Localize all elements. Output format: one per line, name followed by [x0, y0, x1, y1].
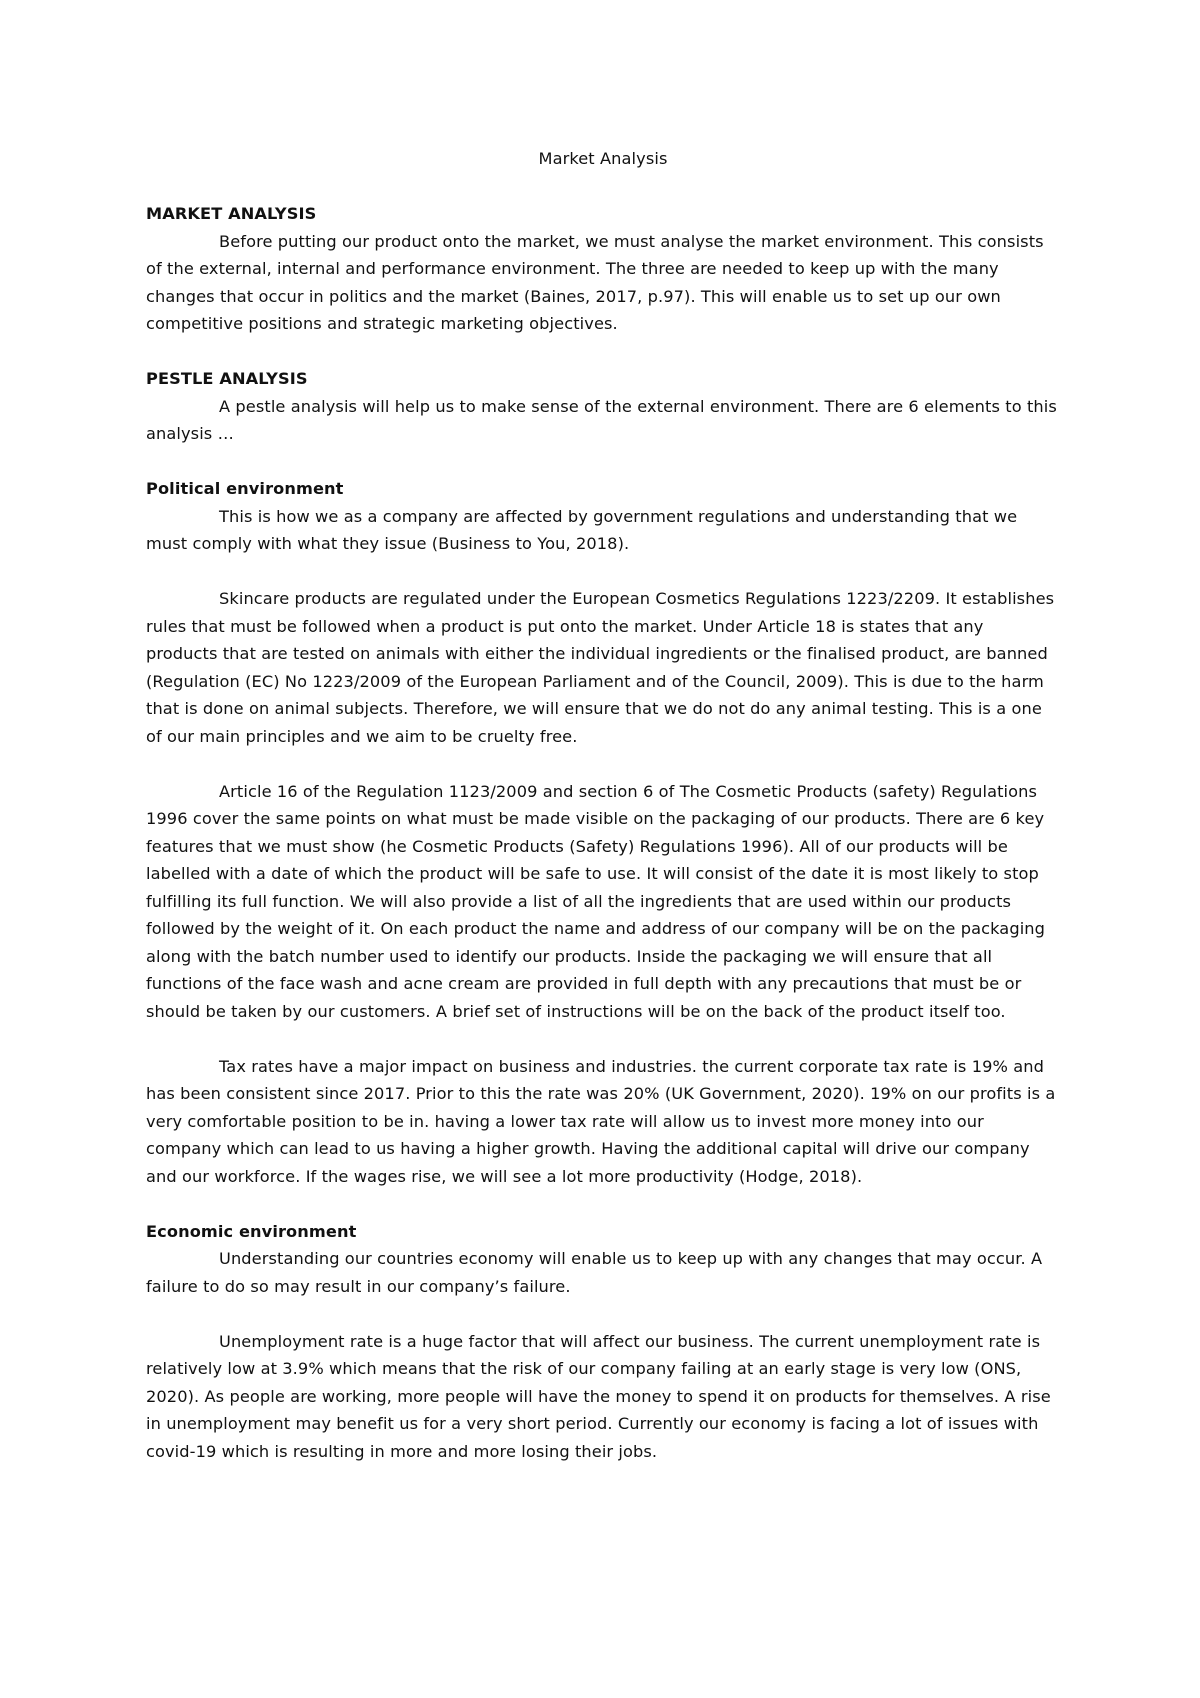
- paragraph: Understanding our countries economy will enable us to keep up with any changes that may occur. A failure to do so may result in our company’s failure.: [146, 1249, 1043, 1296]
- paragraph: A pestle analysis will help us to make sense of the external environment. There are 6 elements to this analysis …: [146, 396, 1057, 443]
- section-heading: MARKET ANALYSIS: [146, 204, 317, 223]
- section-heading: PESTLE ANALYSIS: [146, 369, 308, 388]
- paragraph: This is how we as a company are affected by government regulations and understanding that we must comply with what they issue (Business to You, 2018).: [146, 506, 1018, 553]
- paragraph: Before putting our product onto the market, we must analyse the market environment. This consists of the external, internal and performance environment. The three are needed to keep up with the many changes that occur in politics and the market (Baines, 2017, p.97). This will enable us to set up our own competitive positions and strategic marketing objectives.: [146, 231, 1044, 333]
- paragraph: Skincare products are regulated under the European Cosmetics Regulations 1223/2209. It establishes rules that must be followed when a product is put onto the market. Under Article 18 is states that any products that are tested on animals with either the individual ingredients or the finalised product, are banned (Regulation (EC) No 1223/2009 of the European Parliament and of the Council, 2009). This is due to the harm that is done on animal subjects. Therefore, we will ensure that we do not do any animal testing. This is a one of our main principles and we aim to be cruelty free.: [146, 589, 1055, 746]
- section-economic-environment: [146, 1218, 1060, 1466]
- section-pestle-analysis: [146, 365, 1060, 448]
- section-heading: Economic environment: [146, 1221, 357, 1241]
- section-market-analysis: [146, 200, 1060, 338]
- document-title: Market Analysis: [538, 149, 668, 168]
- section-heading: Political environment: [146, 479, 344, 498]
- paragraph: Article 16 of the Regulation 1123/2009 and section 6 of The Cosmetic Products (safety) Regulations 1996 cover the same points on what must be made visible on the packaging of our products. There are 6 key features that we must show (he Cosmetic Products (Safety) Regulations 1996). All of our products will be labelled with a date of which the product will be safe to use. It will consist of the date it is most likely to stop fulfilling its full function. We will also provide a list of all the ingredients that are used within our products followed by the weight of it. On each product the name and address of our company will be on the packaging along with the batch number used to identify our products. Inside the packaging we will ensure that all functions of the face wash and acne cream are provided in full depth with any precautions that must be or should be taken by our customers. A brief set of instructions will be on the back of the product itself too.: [146, 781, 1046, 1021]
- paragraph: Unemployment rate is a huge factor that will affect our business. The current unemployment rate is relatively low at 3.9% which means that the risk of our company failing at an early stage is very low (ONS, 2020). As people are working, more people will have the money to spend it on products for themselves. A rise in unemployment may benefit us for a very short period. Currently our economy is facing a lot of issues with covid-19 which is resulting in more and more losing their jobs.: [146, 1331, 1051, 1461]
- paragraph: Tax rates have a major impact on business and industries. the current corporate tax rate is 19% and has been consistent since 2017. Prior to this the rate was 20% (UK Government, 2020). 19% on our profits is a very comfortable position to be in. having a lower tax rate will allow us to invest more money into our company which can lead to us having a higher growth. Having the additional capital will drive our company and our workforce. If the wages rise, we will see a lot more productivity (Hodge, 2018).: [146, 1056, 1056, 1186]
- document-body: [146, 145, 1060, 1465]
- section-political-environment: [146, 475, 1060, 1190]
